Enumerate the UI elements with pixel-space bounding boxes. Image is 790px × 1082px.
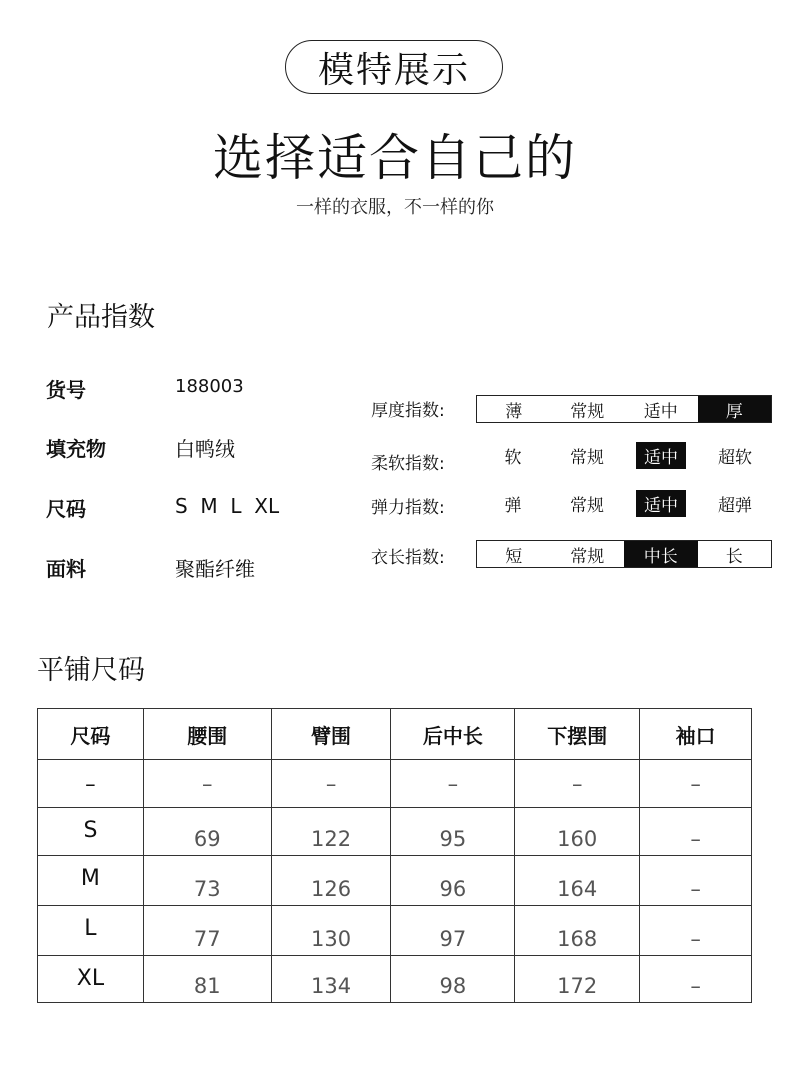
- table-cell: S: [38, 808, 144, 856]
- elasticity-option-elastic: 弹: [504, 495, 522, 516]
- filling-value: 白鸭绒: [175, 437, 235, 461]
- table-cell: –: [271, 760, 391, 808]
- column-header-waist: 腰围: [143, 709, 271, 760]
- table-cell: –: [391, 760, 515, 808]
- thickness-option-medium: 适中: [643, 401, 678, 422]
- table-cell: 95: [391, 808, 515, 856]
- table-cell: 164: [515, 856, 640, 906]
- fabric-value: 聚酯纤维: [175, 557, 255, 581]
- softness-option-medium-selected: [624, 441, 698, 469]
- table-cell: 73: [143, 856, 271, 906]
- table-cell: 77: [143, 906, 271, 956]
- subheadline: 一样的衣服，不一样的你: [296, 197, 494, 218]
- softness-option-extra-soft: 超软: [718, 447, 752, 468]
- elasticity-option-extra-elastic: 超弹: [718, 495, 752, 516]
- softness-option-soft: 软: [504, 447, 522, 468]
- flat-size-title: 平铺尺码: [37, 655, 145, 686]
- table-header-row: [38, 709, 752, 760]
- table-cell: 96: [391, 856, 515, 906]
- table-cell: 97: [391, 906, 515, 956]
- table-cell: 81: [143, 956, 271, 1003]
- table-cell: –: [640, 760, 752, 808]
- length-option-mid-selected: 中长: [624, 541, 698, 567]
- table-cell: –: [640, 856, 752, 906]
- thickness-index-label: 厚度指数:: [371, 401, 445, 421]
- item-number-value: 188003: [175, 376, 244, 397]
- model-display-badge: 模特展示: [285, 40, 503, 94]
- table-cell: 172: [515, 956, 640, 1003]
- table-row: [38, 956, 752, 1003]
- selected-highlight: 适中: [636, 490, 686, 517]
- softness-index-scale: [476, 441, 772, 469]
- elasticity-option-medium-selected: [624, 489, 698, 517]
- table-cell: –: [515, 760, 640, 808]
- table-cell: –: [640, 906, 752, 956]
- table-cell: –: [640, 808, 752, 856]
- product-index-title: 产品指数: [47, 302, 155, 333]
- table-cell: 168: [515, 906, 640, 956]
- table-row: [38, 760, 752, 808]
- table-cell: 130: [271, 906, 391, 956]
- thickness-option-regular: 常规: [570, 401, 605, 422]
- table-cell: 160: [515, 808, 640, 856]
- table-cell: L: [38, 906, 144, 956]
- table-cell: M: [38, 856, 144, 906]
- table-cell: 122: [271, 808, 391, 856]
- length-index-scale: [476, 540, 772, 568]
- table-cell: 98: [391, 956, 515, 1003]
- elasticity-index-scale: [476, 489, 772, 517]
- column-header-hem: 下摆围: [515, 709, 640, 760]
- size-table: [37, 708, 752, 1003]
- thickness-index-scale: [476, 395, 772, 423]
- elasticity-index-label: 弹力指数:: [371, 498, 445, 518]
- table-cell: –: [38, 760, 144, 808]
- length-option-short: 短: [505, 546, 523, 567]
- table-row: [38, 808, 752, 856]
- table-row: [38, 856, 752, 906]
- headline: 选择适合自己的: [213, 129, 577, 187]
- column-header-back-length: 后中长: [391, 709, 515, 760]
- table-cell: –: [143, 760, 271, 808]
- size-value: S M L XL: [175, 494, 280, 518]
- thickness-option-thick-selected: 厚: [698, 396, 772, 422]
- table-cell: –: [640, 956, 752, 1003]
- column-header-arm: 臂围: [271, 709, 391, 760]
- softness-option-regular: 常规: [570, 447, 604, 468]
- size-label: 尺码: [46, 497, 86, 521]
- length-option-regular: 常规: [570, 546, 605, 567]
- table-cell: XL: [38, 956, 144, 1003]
- thickness-option-thin: 薄: [505, 401, 523, 422]
- elasticity-option-regular: 常规: [570, 495, 604, 516]
- item-number-label: 货号: [46, 378, 86, 402]
- fabric-label: 面料: [46, 557, 86, 581]
- table-cell: 134: [271, 956, 391, 1003]
- length-option-long: 长: [725, 546, 743, 567]
- filling-label: 填充物: [46, 437, 106, 461]
- softness-index-label: 柔软指数:: [371, 454, 445, 474]
- column-header-cuff: 袖口: [640, 709, 752, 760]
- length-index-label: 衣长指数:: [371, 548, 445, 568]
- table-cell: 126: [271, 856, 391, 906]
- table-cell: 69: [143, 808, 271, 856]
- selected-highlight: 适中: [636, 442, 686, 469]
- column-header-size: 尺码: [38, 709, 144, 760]
- table-row: [38, 906, 752, 956]
